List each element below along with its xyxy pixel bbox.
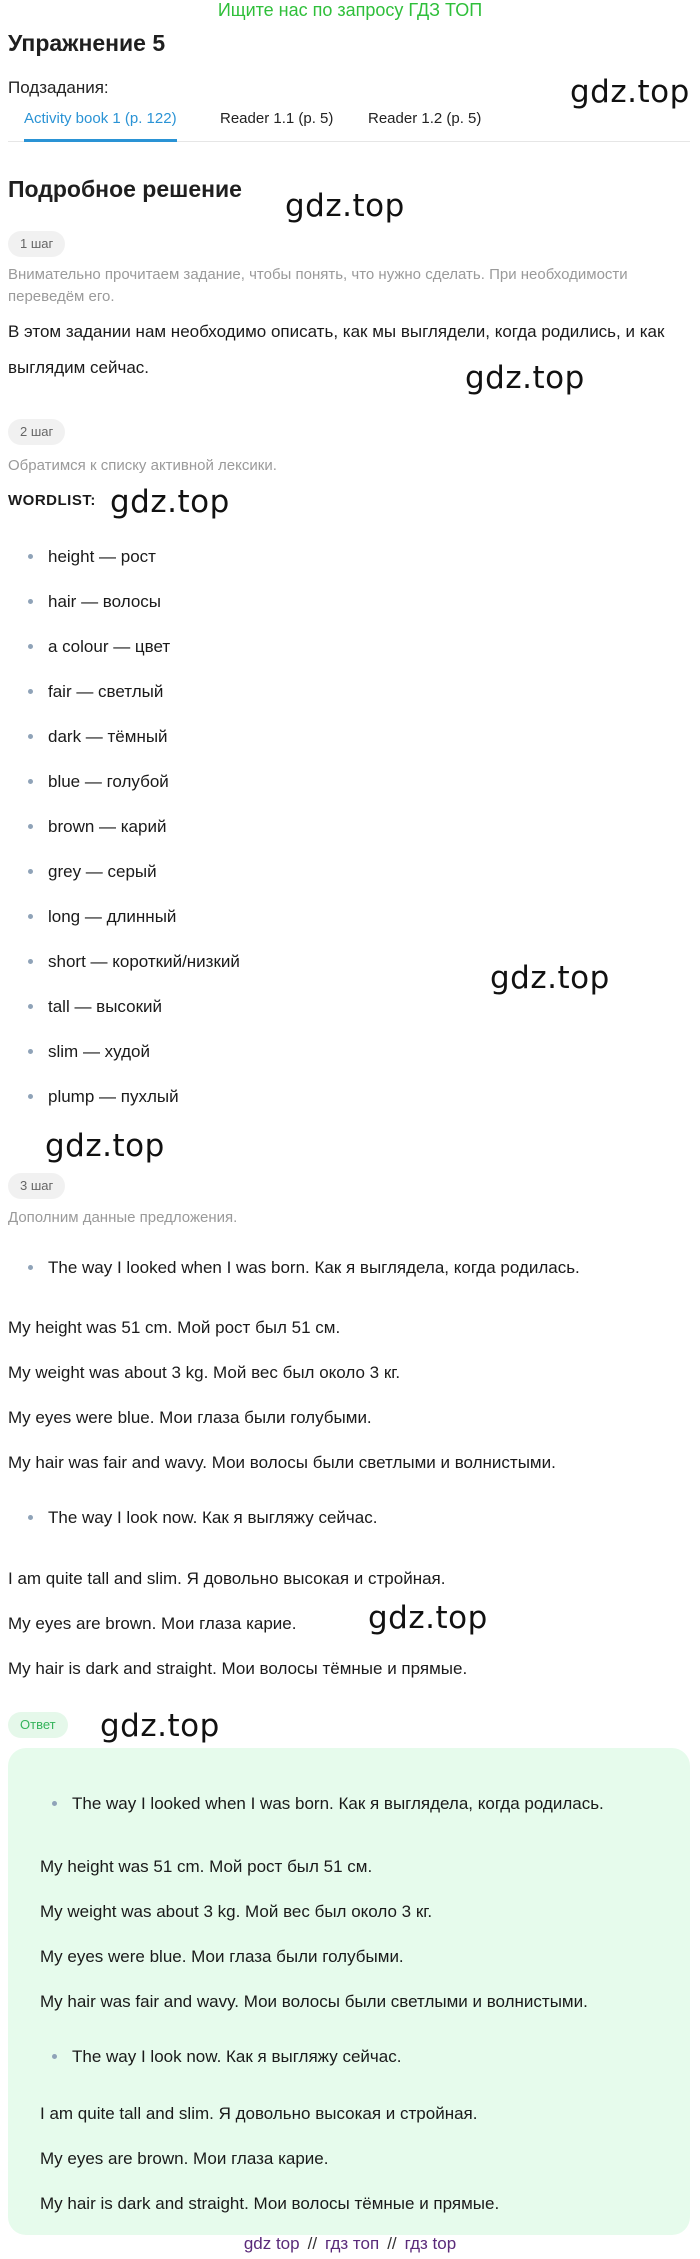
sentence: My height was 51 cm. Мой рост был 51 см. [40, 1857, 373, 1876]
bullet-icon [28, 554, 33, 559]
bullet-icon [28, 1004, 33, 1009]
watermark: gdz.top [368, 1600, 488, 1636]
wordlist-label: WORDLIST: [8, 492, 96, 509]
sentence: My eyes were blue. Мои глаза были голубыми. [40, 1947, 404, 1966]
subtasks-label: Подзадания: [8, 78, 109, 97]
list-item: fair — светлый [0, 680, 240, 725]
list-item: The way I look now. Как я выгляжу сейчас. [0, 1506, 377, 1551]
sentence: I am quite tall and slim. Я довольно высокая и стройная. [8, 1569, 446, 1588]
footer-link[interactable]: гдз топ [325, 2234, 380, 2253]
sentence: My weight was about 3 kg. Мой вес был около 3 кг. [40, 1902, 433, 1921]
watermark: gdz.top [285, 188, 405, 224]
footer-link[interactable]: gdz top [243, 2234, 300, 2253]
footer-links [0, 2234, 700, 2254]
bullet-icon [28, 1265, 33, 1270]
step-hint: Внимательно прочитаем задание, чтобы понять, что нужно сделать. При необходимости переведём его. [8, 266, 628, 305]
bullet-icon [28, 779, 33, 784]
bullet-list [8, 2045, 401, 2069]
list-item: slim — худой [0, 1040, 240, 1085]
bullet-list [8, 1792, 604, 1816]
bullet-icon [28, 644, 33, 649]
list-item: long — длинный [0, 905, 240, 950]
bullet-icon [52, 1801, 57, 1806]
list-item: plump — пухлый [0, 1085, 240, 1130]
bullet-icon [28, 1515, 33, 1520]
list-item: short — короткий/низкий [0, 950, 240, 995]
list-item: dark — тёмный [0, 725, 240, 770]
sentence: My eyes were blue. Мои глаза были голубыми. [8, 1408, 372, 1427]
bullet-icon [52, 2054, 57, 2059]
bullet-list [0, 1256, 580, 1301]
sentence: I am quite tall and slim. Я довольно высокая и стройная. [40, 2104, 478, 2123]
sentence: My hair is dark and straight. Мои волосы тёмные и прямые. [40, 2194, 500, 2213]
watermark: gdz.top [110, 484, 230, 520]
bullet-icon [28, 1049, 33, 1054]
sentence: My hair is dark and straight. Мои волосы тёмные и прямые. [8, 1659, 468, 1678]
watermark: gdz.top [570, 74, 690, 110]
sentence: My eyes are brown. Мои глаза карие. [8, 1614, 297, 1633]
list-item: hair — волосы [0, 590, 240, 635]
step-badge: 3 шаг [8, 1173, 65, 1199]
list-item: The way I looked when I was born. Как я выглядела, когда родилась. [0, 1256, 580, 1301]
tab-reader-1-1[interactable]: Reader 1.1 (p. 5) [220, 110, 334, 127]
list-item: The way I look now. Как я выгляжу сейчас. [8, 2045, 401, 2069]
bullet-icon [28, 599, 33, 604]
watermark: gdz.top [490, 960, 610, 996]
solution-title: Подробное решение [8, 176, 242, 202]
list-item: grey — серый [0, 860, 240, 905]
bullet-icon [28, 1094, 33, 1099]
list-item: brown — карий [0, 815, 240, 860]
tab-activity-book[interactable]: Activity book 1 (p. 122) [24, 110, 177, 142]
list-item: tall — высокий [0, 995, 240, 1040]
footer-separator: // [307, 2234, 318, 2253]
list-item: a colour — цвет [0, 635, 240, 680]
list-item: blue — голубой [0, 770, 240, 815]
bullet-icon [28, 734, 33, 739]
wordlist [0, 545, 240, 1130]
watermark: gdz.top [100, 1708, 220, 1744]
footer-separator: // [387, 2234, 397, 2253]
bullet-icon [28, 869, 33, 874]
search-banner: Ищите нас по запросу ГДЗ ТОП [217, 0, 483, 20]
list-item: height — рост [0, 545, 240, 590]
sentence: My hair was fair and wavy. Мои волосы были светлыми и волнистыми. [8, 1453, 556, 1472]
sentence: My weight was about 3 kg. Мой вес был около 3 кг. [8, 1363, 401, 1382]
watermark: gdz.top [45, 1128, 165, 1164]
step-text: В этом задании нам необходимо описать, как мы выглядели, когда родились, и как выглядим сейчас. [8, 322, 665, 377]
sentence: My height was 51 cm. Мой рост был 51 см. [8, 1318, 341, 1337]
step-badge: 1 шаг [8, 231, 65, 257]
page-title: Упражнение 5 [8, 30, 166, 56]
bullet-icon [28, 824, 33, 829]
bullet-list [0, 1506, 377, 1551]
answer-badge: Ответ [8, 1712, 68, 1738]
watermark: gdz.top [465, 360, 585, 396]
step-hint: Дополним данные предложения. [8, 1209, 238, 1226]
footer-link[interactable]: гдз top [404, 2234, 457, 2253]
answer-box [8, 1748, 690, 2235]
tab-reader-1-2[interactable]: Reader 1.2 (p. 5) [368, 110, 482, 127]
bullet-icon [28, 914, 33, 919]
bullet-icon [28, 959, 33, 964]
step-badge: 2 шаг [8, 419, 65, 445]
sentence: My hair was fair and wavy. Мои волосы были светлыми и волнистыми. [40, 1992, 588, 2011]
step-hint: Обратимся к списку активной лексики. [8, 457, 277, 474]
list-item: The way I looked when I was born. Как я выглядела, когда родилась. [8, 1792, 604, 1816]
sentence: My eyes are brown. Мои глаза карие. [40, 2149, 329, 2168]
bullet-icon [28, 689, 33, 694]
